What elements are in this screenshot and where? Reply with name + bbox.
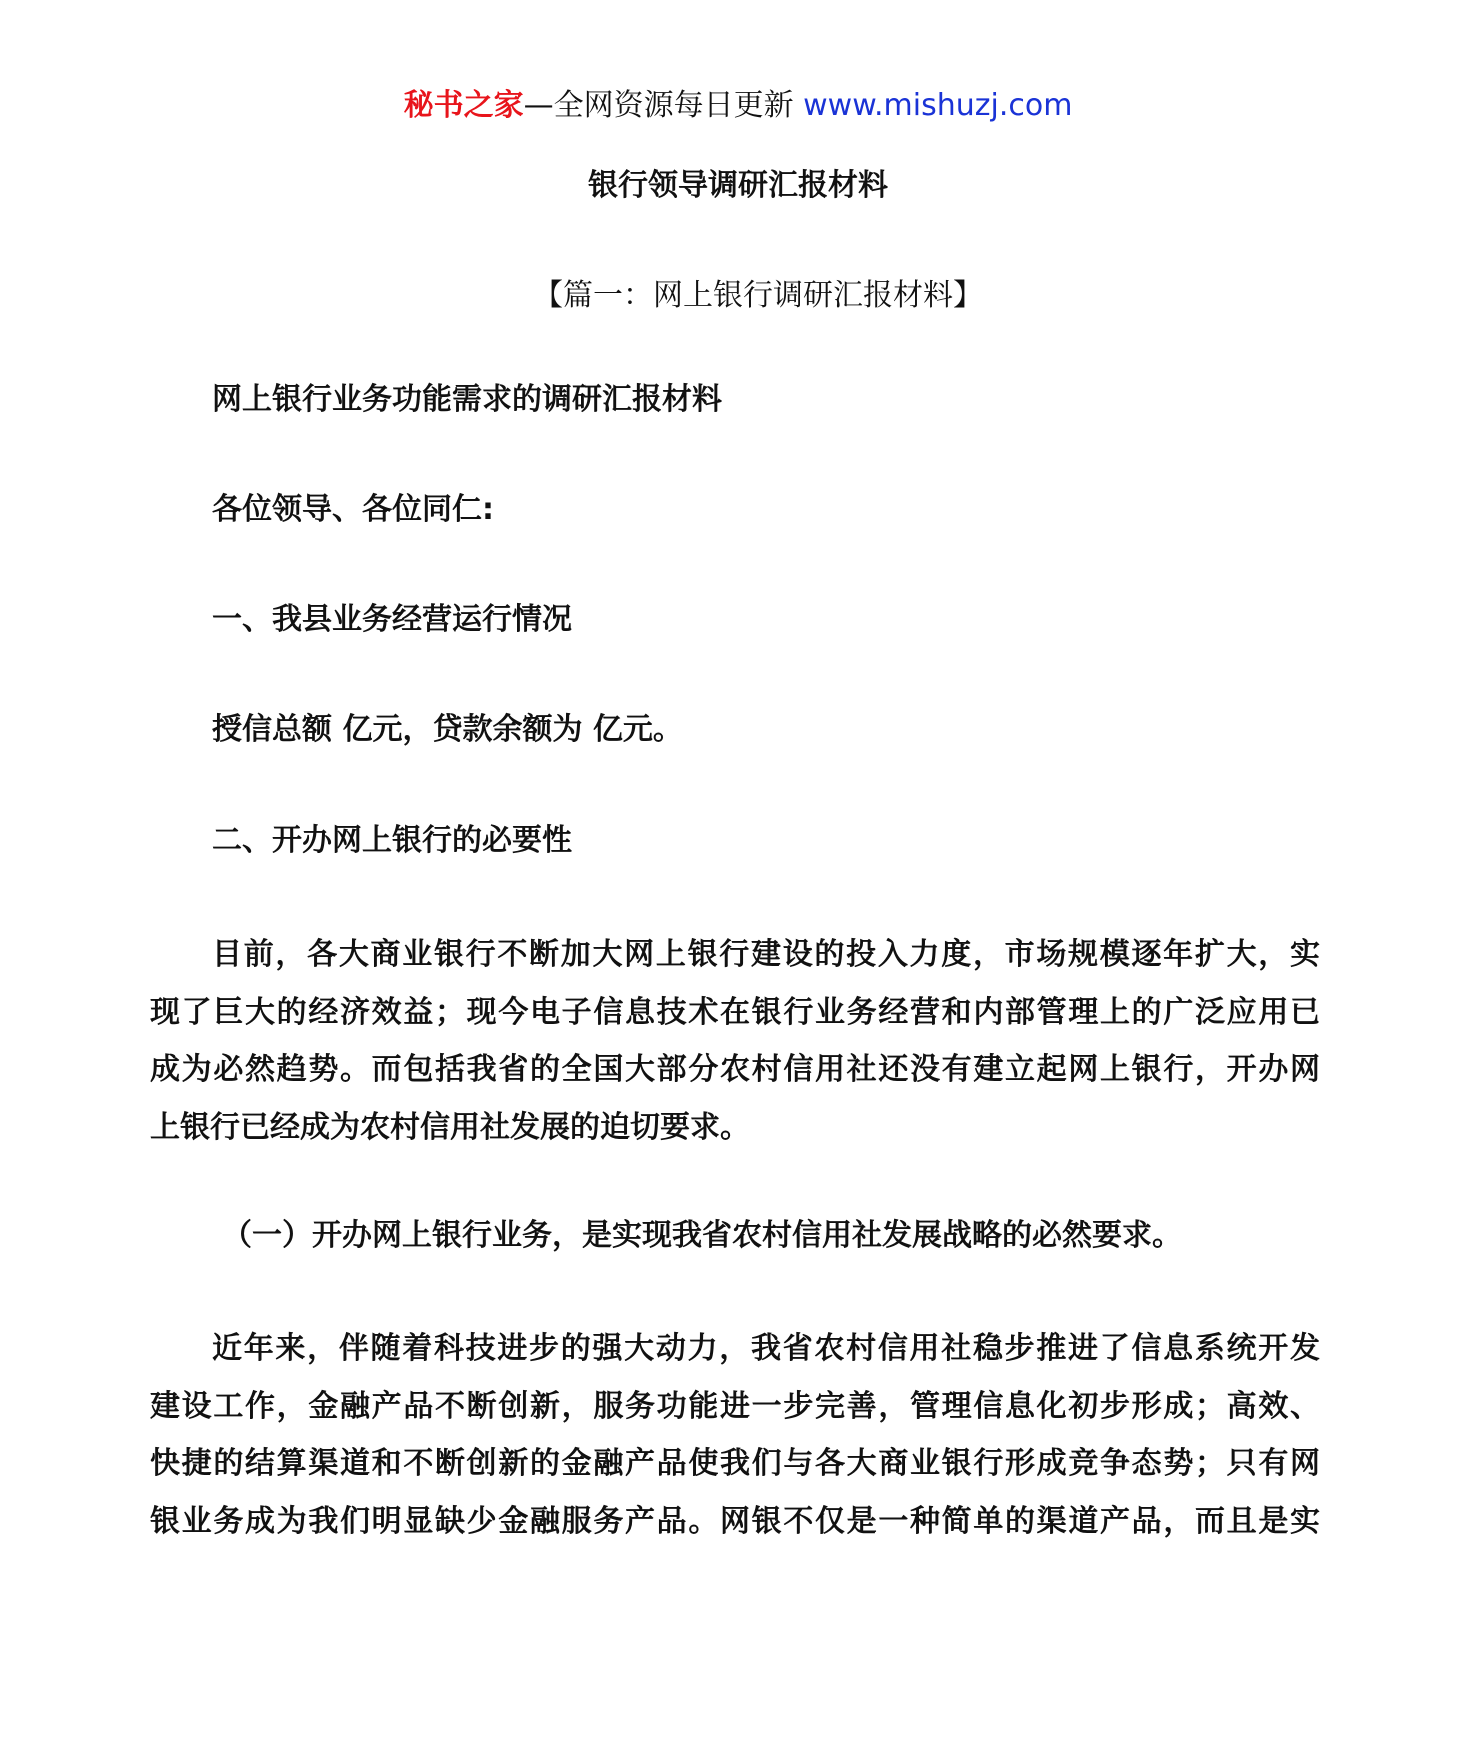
- brand-name: 秘书之家: [403, 88, 524, 123]
- greeting: 各位领导、各位同仁:: [212, 492, 494, 527]
- site-url-link[interactable]: www.mishuzj.com: [803, 88, 1073, 123]
- paragraph-2-line: 银业务成为我们明显缺少金融服务产品。网银不仅是一种简单的渠道产品，而且是实: [150, 1503, 1320, 1539]
- report-subtitle: 网上银行业务功能需求的调研汇报材料: [212, 382, 722, 417]
- section-1-text: 授信总额 亿元，贷款余额为 亿元。: [212, 712, 683, 747]
- paragraph-1-line: 目前，各大商业银行不断加大网上银行建设的投入力度，市场规模逐年扩大，实: [212, 937, 1320, 972]
- paragraph-2-line: 建设工作，金融产品不断创新，服务功能进一步完善，管理信息化初步形成；高效、: [150, 1388, 1320, 1424]
- section-2-heading: 二、开办网上银行的必要性: [212, 823, 572, 858]
- chapter-heading: 【篇一：网上银行调研汇报材料】: [533, 278, 983, 313]
- site-header: [0, 86, 1476, 126]
- document-title: 银行领导调研汇报材料: [588, 168, 888, 203]
- header-tagline: —全网资源每日更新: [523, 88, 794, 123]
- paragraph-1-line: 成为必然趋势。而包括我省的全国大部分农村信用社还没有建立起网上银行，开办网: [150, 1052, 1320, 1087]
- paragraph-1: [150, 926, 1320, 1156]
- subsection-1-heading: （一）开办网上银行业务，是实现我省农村信用社发展战略的必然要求。: [222, 1218, 1182, 1253]
- paragraph-1-line: 现了巨大的经济效益；现今电子信息技术在银行业务经营和内部管理上的广泛应用已: [150, 994, 1320, 1030]
- section-1-heading: 一、我县业务经营运行情况: [212, 602, 572, 637]
- paragraph-1-line: 上银行已经成为农村信用社发展的迫切要求。: [150, 1109, 750, 1145]
- paragraph-2-line: 快捷的结算渠道和不断创新的金融产品使我们与各大商业银行形成竞争态势；只有网: [150, 1446, 1320, 1481]
- paragraph-2-line: 近年来，伴随着科技进步的强大动力，我省农村信用社稳步推进了信息系统开发: [212, 1331, 1320, 1366]
- paragraph-2: [150, 1320, 1320, 1550]
